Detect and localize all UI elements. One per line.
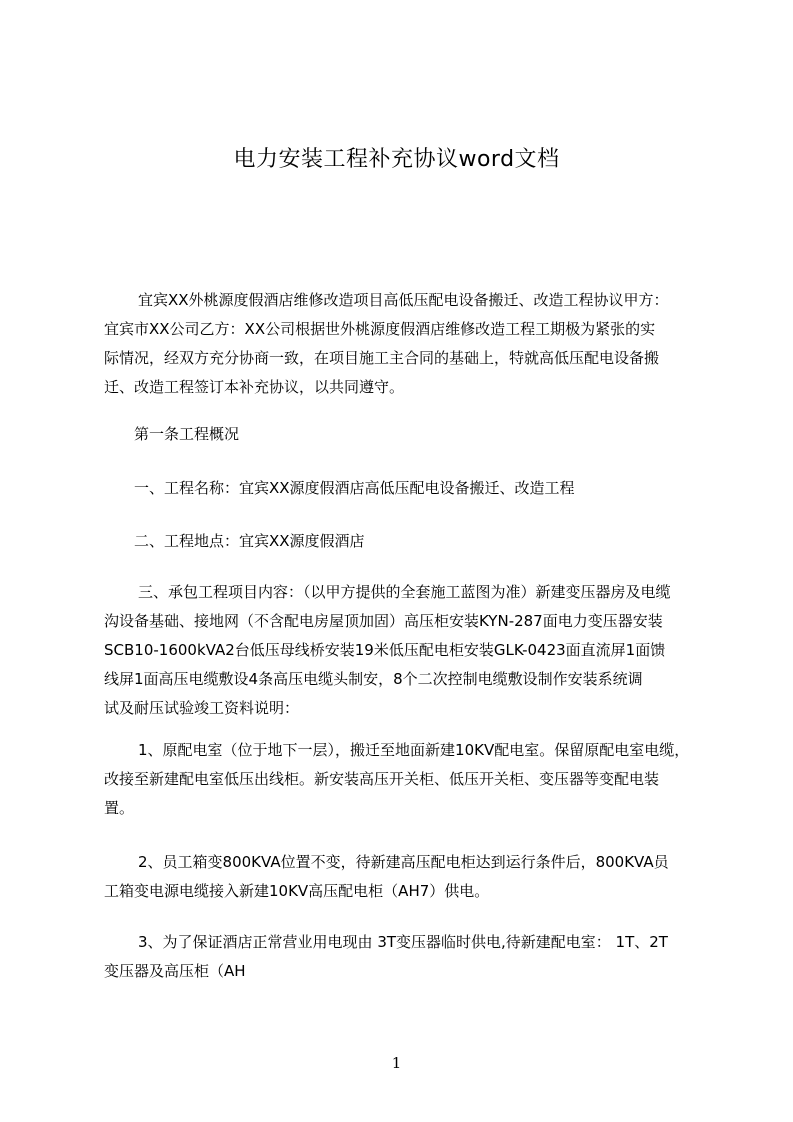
paragraph-line: 迁、改造工程签订本补充协议，以共同遵守。	[104, 378, 405, 396]
paragraph-line: 改接至新建配电室低压出线柜。新安装高压开关柜、低压开关柜、变压器等变配电装	[104, 770, 660, 788]
paragraph-line: 工箱变电源电缆接入新建10KV高压配电柜（AH7）供电。	[104, 882, 490, 900]
paragraph-line: 第一条工程概况	[134, 425, 240, 443]
paragraph-line: 宜宾市XX公司乙方：XX公司根据世外桃源度假酒店维修改造工程工期极为紧张的实	[104, 320, 656, 338]
section-heading	[104, 420, 704, 449]
document-title: 电力安装工程补充协议word文档	[233, 147, 560, 172]
project-location-item	[104, 527, 704, 556]
paragraph-line: SCB10-1600kVA2台低压母线桥安装19米低压配电柜安装GLK-0423面直流屏1面馈	[104, 641, 666, 659]
paragraph-line: 际情况，经双方充分协商一致，在项目施工主合同的基础上，特就高低压配电设备搬	[104, 349, 660, 367]
paragraph-line: 三、承包工程项目内容：（以甲方提供的全套施工蓝图为准）新建变压器房及电缆	[138, 583, 671, 601]
paragraph-line: 1、原配电室（位于地下一层），搬迁至地面新建10KV配电室。保留原配电室电缆，	[138, 741, 690, 759]
page-number: 1	[391, 1054, 402, 1072]
scope-of-work-item	[104, 578, 704, 723]
note-item-3	[104, 928, 704, 986]
paragraph-line: 2、员工箱变800KVA位置不变，待新建高压配电柜达到运行条件后，800KVA员	[138, 853, 669, 871]
paragraph-line: 试及耐压试验竣工资料说明：	[104, 699, 300, 717]
note-item-1	[104, 736, 704, 823]
paragraph-line: 置。	[104, 799, 135, 817]
paragraph-line: 沟设备基础、接地网（不含配电房屋顶加固）高压柜安装KYN-287面电力变压器安装	[104, 612, 663, 630]
paragraph-line: 3、为了保证酒店正常营业用电现由 3T变压器临时供电,待新建配电室： 1T、2T	[138, 933, 668, 951]
paragraph-line: 宜宾XX外桃源度假酒店维修改造项目高低压配电设备搬迁、改造工程协议甲方：	[138, 291, 669, 309]
paragraph-line: 二、工程地点：宜宾XX源度假酒店	[134, 532, 365, 550]
paragraph-line: 一、工程名称：宜宾XX源度假酒店高低压配电设备搬迁、改造工程	[134, 479, 575, 497]
project-name-item	[104, 474, 704, 503]
note-item-2	[104, 848, 704, 906]
paragraph-line: 线屏1面高压电缆敷设4条高压电缆头制安，8个二次控制电缆敷设制作安装系统调	[104, 670, 643, 688]
intro-paragraph	[104, 286, 704, 402]
paragraph-line: 变压器及高压柜（AH	[104, 962, 246, 980]
